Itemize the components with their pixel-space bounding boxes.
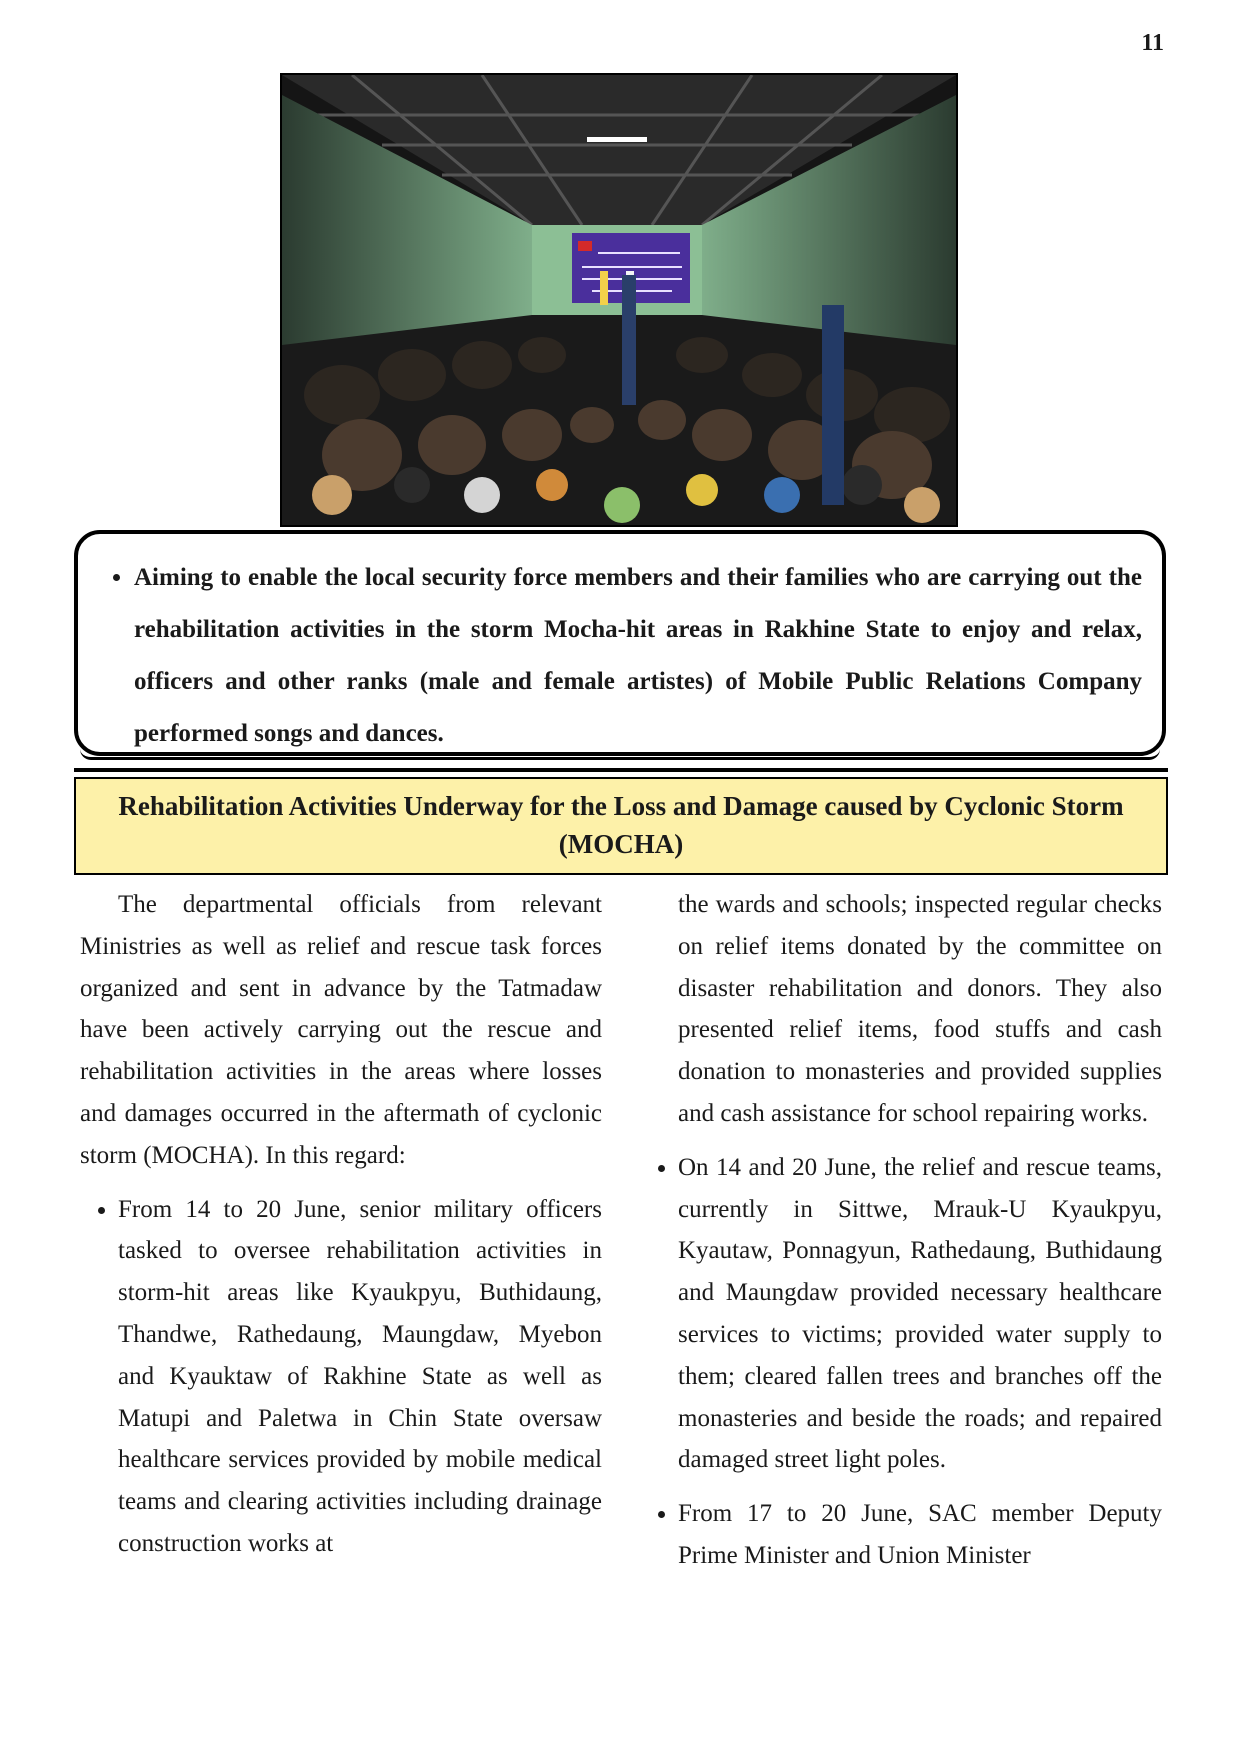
bullet-item-2: • On 14 and 20 June, the relief and rescue teams, currently in Sittwe, Mrauk-U Kyaukpyu, Kyautaw, Ponnagyun, Rathedaung, Buthidaung and Maungdaw provided necessary healthcare services to victims; provided water supply to them; cleared fallen trees and branches off the monasteries and beside the roads; and repaired damaged street light poles.	[678, 1147, 1162, 1481]
photo-caption: • Aiming to enable the local security force members and their families who are carrying out the rehabilitation activities in the storm Mocha-hit areas in Rakhine State to enjoy and relax, officers and other ranks (male and female artistes) of Mobile Public Relations Company performed songs and dances.	[134, 552, 1142, 760]
bullet-item-3: • From 17 to 20 June, SAC member Deputy Prime Minister and Union Minister	[678, 1493, 1162, 1577]
page-number: 11	[1141, 30, 1164, 56]
photo-caption-box	[74, 530, 1166, 756]
event-photo	[280, 73, 958, 527]
audience-hall-photo	[282, 75, 956, 525]
section-title: Rehabilitation Activities Underway for the Loss and Damage caused by Cyclonic Storm (MOCHA)	[74, 777, 1168, 875]
bullet-item-1-continued: the wards and schools; inspected regular checks on relief items donated by the committee on disaster rehabilitation and donors. They also presented relief items, food stuffs and cash donation to monasteries and provided supplies and cash assistance for school repairing works.	[678, 891, 1162, 1127]
article-column-right	[640, 884, 1162, 1577]
section-header	[74, 768, 1168, 875]
bullet-item-1: • From 14 to 20 June, senior military officers tasked to oversee rehabilitation activities in storm-hit areas like Kyaukpyu, Buthidaung, Thandwe, Rathedaung, Maungdaw, Myebon and Kyauktaw of Rakhine State as well as Matupi and Paletwa in Chin State oversaw healthcare services provided by mobile medical teams and clearing activities including drainage construction works at	[118, 1189, 602, 1565]
article-intro: The departmental officials from relevant Ministries as well as relief and rescue task forces organized and sent in advance by the Tatmadaw have been actively carrying out the rescue and rehabilitation activities in the areas where losses and damages occurred in the aftermath of cyclonic storm (MOCHA). In this regard:	[80, 891, 602, 1169]
article-column-left	[80, 884, 602, 1565]
